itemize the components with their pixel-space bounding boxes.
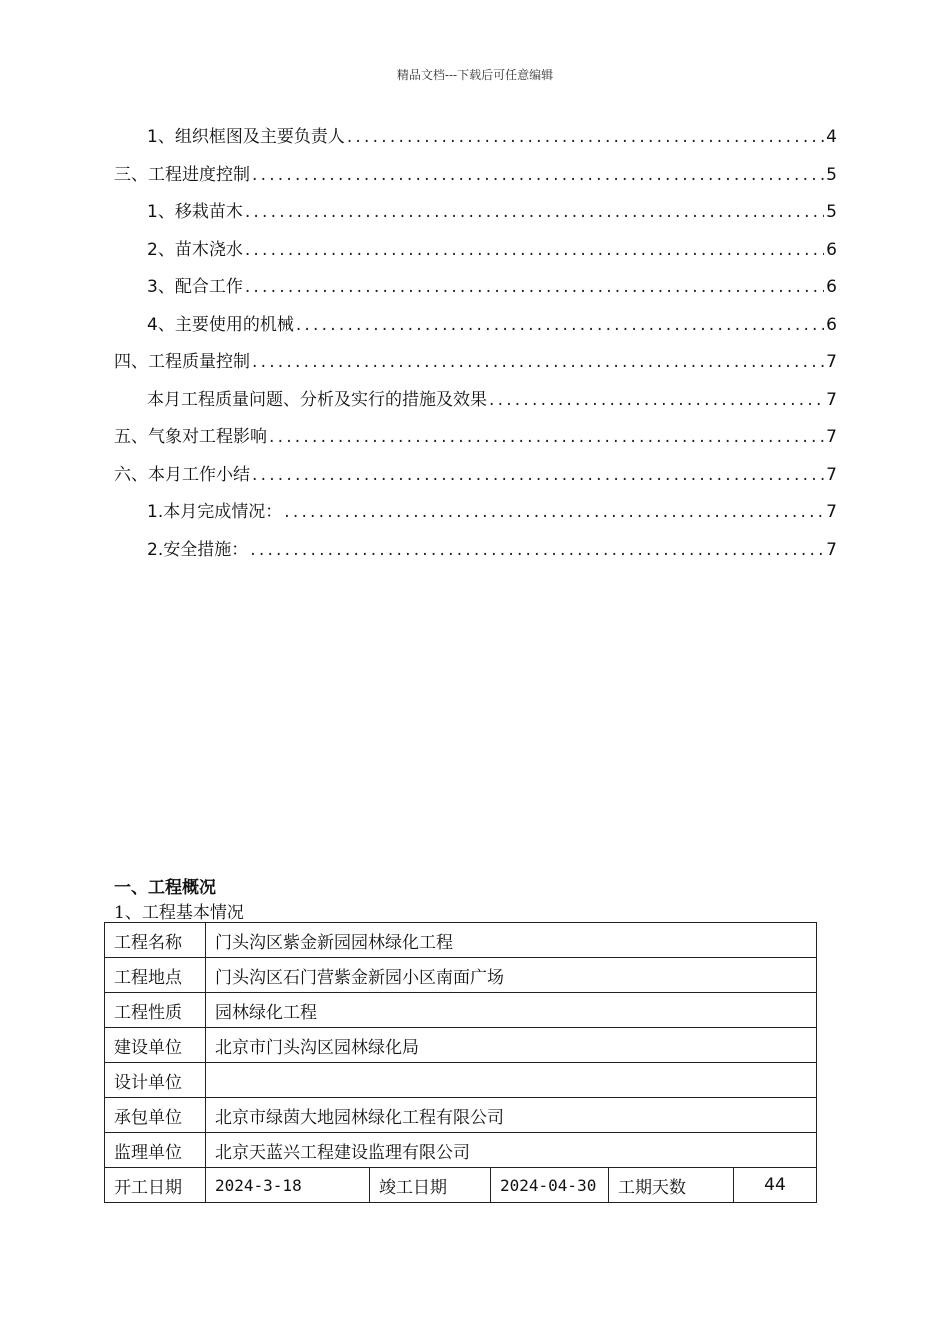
toc-page-number: 6 — [826, 277, 837, 297]
toc-label: 1、组织框图及主要负责人 — [147, 127, 345, 147]
toc-page-number: 7 — [826, 427, 837, 447]
row-value — [206, 1063, 817, 1098]
toc-leader — [347, 127, 824, 147]
toc-leader — [284, 502, 824, 522]
row-label: 工程地点 — [105, 958, 206, 993]
table-row — [105, 1028, 817, 1063]
toc-label: 三、工程进度控制 — [114, 164, 250, 185]
toc-entry[interactable] — [114, 160, 837, 188]
toc-label: 1、移栽苗木 — [147, 202, 243, 222]
end-date-label: 竣工日期 — [370, 1168, 491, 1203]
toc-label: 3、配合工作 — [147, 277, 243, 297]
toc-page-number: 7 — [826, 464, 837, 485]
toc-entry[interactable] — [147, 272, 837, 300]
start-date-label: 开工日期 — [105, 1168, 206, 1203]
table-row — [105, 958, 817, 993]
toc-entry[interactable] — [147, 310, 837, 338]
toc-page-number: 7 — [826, 352, 837, 372]
section-title: 一、工程概况 — [114, 878, 216, 898]
row-label: 工程性质 — [105, 993, 206, 1028]
toc-label: 1.本月完成情况： — [147, 502, 283, 522]
toc-page-number: 4 — [826, 127, 837, 147]
row-label: 工程名称 — [105, 923, 206, 958]
toc-entry[interactable] — [147, 385, 837, 413]
end-date-value: 2024-04-30 — [491, 1168, 609, 1203]
row-value: 北京市绿茵大地园林绿化工程有限公司 — [206, 1098, 817, 1133]
page-header: 精品文档---下载后可任意编辑 — [396, 68, 554, 82]
row-value: 门头沟区石门营紫金新园小区南面广场 — [206, 958, 817, 993]
toc-entry[interactable] — [147, 535, 837, 563]
toc-label: 2.安全措施： — [147, 539, 249, 560]
start-date-value: 2024-3-18 — [206, 1168, 370, 1203]
row-value: 北京市门头沟区园林绿化局 — [206, 1028, 817, 1063]
toc-label: 4、主要使用的机械 — [147, 314, 294, 335]
table-row — [105, 1133, 817, 1168]
row-label: 承包单位 — [105, 1098, 206, 1133]
table-row — [105, 923, 817, 958]
table-row — [105, 1098, 817, 1133]
toc-page-number: 5 — [826, 164, 837, 185]
toc-entry[interactable] — [114, 460, 837, 488]
toc-entry[interactable] — [147, 197, 837, 225]
toc-label: 2、苗木浇水 — [147, 239, 243, 260]
toc-leader — [245, 202, 824, 222]
row-value: 园林绿化工程 — [206, 993, 817, 1028]
toc-entry[interactable] — [147, 122, 837, 150]
row-value: 北京天蓝兴工程建设监理有限公司 — [206, 1133, 817, 1168]
toc-page-number: 7 — [826, 502, 837, 522]
toc-leader — [252, 465, 824, 485]
toc-leader — [252, 352, 824, 372]
toc-entry[interactable] — [114, 422, 837, 450]
row-value: 门头沟区紫金新园园林绿化工程 — [206, 923, 817, 958]
toc-entry[interactable] — [147, 497, 837, 525]
toc-page-number: 6 — [826, 314, 837, 335]
toc-leader — [245, 277, 824, 297]
toc-label: 五、气象对工程影响 — [114, 427, 267, 447]
table-row — [105, 1063, 817, 1098]
toc-label: 六、本月工作小结 — [114, 464, 250, 485]
toc-leader — [245, 240, 824, 260]
toc-label: 本月工程质量问题、分析及实行的措施及效果 — [147, 389, 487, 410]
duration-value: 44 — [734, 1168, 817, 1203]
toc-label: 四、工程质量控制 — [114, 352, 250, 372]
toc-leader — [296, 315, 824, 335]
toc-page-number: 7 — [826, 389, 837, 410]
toc-leader — [489, 390, 824, 410]
duration-label: 工期天数 — [609, 1168, 734, 1203]
project-info-table — [104, 922, 817, 1203]
toc-leader — [252, 165, 824, 185]
toc-leader — [250, 540, 824, 560]
toc-entry[interactable] — [147, 235, 837, 263]
toc-leader — [269, 427, 824, 447]
table-row-dates — [105, 1168, 817, 1203]
subsection-title: 1、工程基本情况 — [114, 903, 244, 923]
toc-page-number: 6 — [826, 239, 837, 260]
row-label: 设计单位 — [105, 1063, 206, 1098]
table-row — [105, 993, 817, 1028]
toc-page-number: 7 — [826, 539, 837, 560]
toc-page-number: 5 — [826, 202, 837, 222]
row-label: 建设单位 — [105, 1028, 206, 1063]
toc-entry[interactable] — [114, 347, 837, 375]
row-label: 监理单位 — [105, 1133, 206, 1168]
